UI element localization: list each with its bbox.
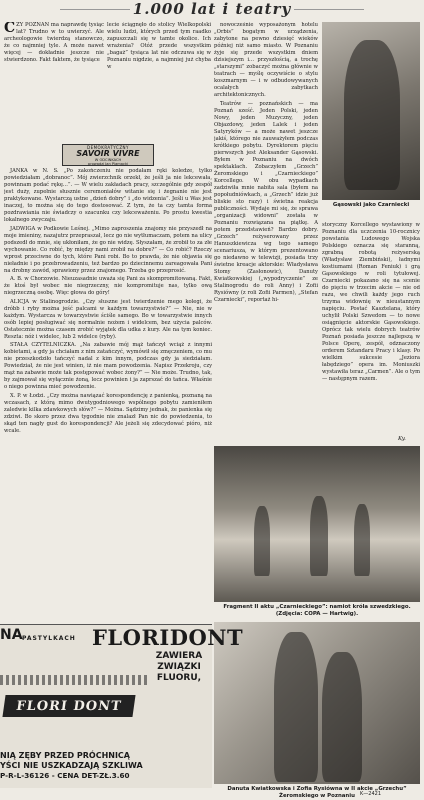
ad-tagline: ZAWIERA ZWIĄZKI FLUORU, xyxy=(155,651,203,683)
couple-figure xyxy=(322,652,362,782)
couple-photo xyxy=(214,622,420,784)
ad-toothpaste-pack: FLORI DONT xyxy=(2,695,135,717)
savoir-vivre-title: SAVOIR VIVRE xyxy=(76,149,140,158)
savoir-vivre-logo xyxy=(62,144,154,166)
ad-sub-left: PASTYLKACH xyxy=(22,635,76,642)
couple-figure xyxy=(274,632,318,782)
article-signature: Ky. xyxy=(398,436,406,442)
letter-item: X. P. w Łodzi. „Czy można nawiązać korespondencję z panienką, poznaną na wczasach, z którą mimo dwutygodniowego wspólnego pobytu zamieniłem zaledwie kilka zdawkowych słów?” — Można. Sądzimy jednak, że panienka się zdziwi. Bo skoro przez dwa tygodnie nie znalazł Pan nic do powiedzenia, to skąd ten nagły gust do korespondencji? Ale jeżeli się zdecydować pióro, niż wcale. xyxy=(4,392,212,434)
ad-line-2: YŚCI NIE USZKADZAJĄ SZKLIWA xyxy=(0,761,143,770)
column-2-text: lecie ściągnęło do stolicy Wielkopolski wielu ludzi, których przed tym raadko zapuszczali się w tamte okolice. Ich wrażenia? Otóż przede wszystkim „bagaż” tysiąca lat nie odczuwa się w Poznaniu nigdzie, a najmniej już chyba w xyxy=(107,22,211,70)
savoir-vivre-header xyxy=(4,144,212,166)
article-column-2 xyxy=(107,22,211,142)
article-column-3 xyxy=(214,22,318,442)
ad-line-1: NIĄ ZĘBY PRZED PRÓCHNICĄ xyxy=(0,751,130,760)
stage-caption: Fragment II aktu „Czarnieckiego”: namiot króla szwedzkiego. (Zdjęcia: COPA — Hartwig). xyxy=(223,604,411,617)
drop-cap: C xyxy=(4,22,16,36)
column-4-text: storyczny Korcellego wystawiony w Poznaniu dla uczczenia 10-rocznicy powstania Ludowego Wojska Polskiego oznacza się staranną, zgrabną robotą reżyserską (Władysław Ziembiński), ładnymi kostiumami (Roman Feniuk) i grą Gąsowskiego w roli tytułowej. Czarniecki pokazano się na scenie do pięciu w trzecim akcie — nie od razu, we chwili każdy jego ruch trzyma widownię w nieustannym napięciu. Postać Kasztelana, który uchylił Polski Szwedom — to nowe osiągnięcie aktorskie Gąsowskiego. Oprócz tak wielu dobrych teatrów Poznań posiada jeszcze najlepszą w Polsce Operę, zespół, odznaczony orderem Sztandaru Pracy i klasy. Po wielkim sukcesie „Jeziora łabędziego” opera im. Moniuszki wystawiła teraz „Carmen”. Ale o tym — następnym razem. xyxy=(322,222,420,382)
article-column-4 xyxy=(322,222,420,442)
savoir-vivre-byline: prowadzi Jan Plamacki xyxy=(87,162,129,166)
stage-figure xyxy=(310,496,328,576)
folio-code: K—2421 xyxy=(360,791,382,797)
stage-photo xyxy=(214,446,420,602)
portrait-caption: Gąsowski jako Czarniecki xyxy=(332,202,410,208)
article-column-1 xyxy=(4,22,104,142)
stage-figure xyxy=(254,506,270,576)
column-3-paragraph: Teatrów — poznańskich — ma Poznań sześć. Jeden Polski, jeden Nowy, jeden Muzyczny, jeden Objazdowy, jeden Lalek i jeden Satyryków — a może nawet jeszcze jakiś, którego nie zauważyłem podczas krótkiego pobytu. Dyrektorem pięciu pierwszych jest Aleksander Gąsowski. Byłem w Poznaniu na dwóch spektaklach. Zobaczyłem „Grzech” Żeromskiego i „Czarnieckiego” Korcellego. W obu wypadkach zadziwiła mnie nabita sala (byłem na popołudniówkach, a „Grzech” idzie już bliskie sto razy) i świetna reakcja publiczności. Wydaje mi się, że sprawa „organizacji widowni” została w Poznaniu rozwiązana na piątkę. A potem przedstawień? Bardzo dobry. „Grzech” reżyserowany przez Hanuszkiewicza wg tego samego scenariusza, w którym prezentowano go niedawno w telewizji, posiada trzy świetne kreacje aktorskie: Władysława Stomy (Zasłonowic), Danuty Kwiatkowskiej („wypodryczenie” ze Stalinogrodu do roli Anny) i Zofii Rysiówny (z roli Zofii Parmen), „Stefan Czarniecki”, reportaż hi- xyxy=(214,100,318,303)
letter-item: JANKA w N. S. „Po zakończeniu nie podałam ręki koledze, tylko powiedziałam „dobranoc”. Mój zwierzchnik orzekł, że jeśli ja nie lekcewała, powinnam podać rękę...”. — W wielu zakładach pracy, szczególnie gdy zespół jest duży, zupełnie słusznie ceremoniałów witanie się i żegnanie nie jest praktykowane. Wystarczą ustne „dzień dobry” i „do widzenia”. Jeśli u Was jest inaczej, to można się do tego dostosować. Z tym, że ta czy tamta forma pozdrawiania nie świadczy o szacunku czy lekceważeniu. Po prostu kwestia lokalnego zwyczaju. xyxy=(4,168,212,223)
couple-caption: Danuta Kwiatkowska i Zofia Rysiówna w II akcie „Grzechu” Żeromskiego w Poznaniu xyxy=(227,786,407,799)
ad-logo: FLORIDONT xyxy=(92,625,244,650)
savoir-vivre-sub: W ODCINKACH xyxy=(94,158,122,162)
ad-bottom-text xyxy=(0,751,212,781)
stage-figure xyxy=(354,504,370,576)
ad-decoration-strip xyxy=(0,675,150,685)
column-3-paragraph: nowocześnie wyposażonym hotelu „Orbis” bogatym w urządzenia, zabytone na pewno dziesięć wieków później niż samo miasto. W Poznaniu żyje się przede wszystkim dniem dzisiejszym i... przyszłością, a trochę „starszymi” zobaczyć można głównie w teatrach — myślę oczywiście o stylu koszmarnym — i w odbudowywanych ocalałych zabytkach architektonicznych. xyxy=(214,22,318,98)
column-1-text: ZY POZNAŃ ma naprawdę tysiąc lat? Trudno w to uwierzyć. Ale archeologowie twierdzą stanowczo, że co najmniej tyle. A może nawet więcej — dokładnie jeszcze nie stwierdzono. Fakt faktem, że tysiące xyxy=(4,22,104,63)
portrait-photo xyxy=(322,22,420,200)
savoir-vivre-top: DEMOKRATYCZNY xyxy=(86,145,129,150)
letter-item: STAŁA CZYTELNICZKA. „Na zabawie mój mąż tańczył wciąż z innymi kobietami, a gdy ja chciałam z nim zatańczyć, wymówił się zmęczeniem, co mu nie przeszkodziło tańczyć nadal z kim innym, podczas gdy ja siedziałam. Powiedział, że nie jest winien, iż nie mam powodzenia. Napisz Przekroju, czy mąż na zabawie może tak postępować wobec żony?” — Nie może. Trudno, tak, by zajmował się wyłącznie żoną, lecz powinien i ja zaprszać do tańca. Właśnie o niego powinna mieć powodzenie. xyxy=(4,342,212,390)
portrait-figure xyxy=(344,40,400,190)
letter-item: ALICJA w Stalinogrodzie. „Czy słuszne jest twierdzenie mego kolegi, że dróbb i ryby można jeść palcami w każdym towarzystwie?” — Nie, nie w każdym. Wystarcza w towarzystwie ściśle samego. Bo w towarzystwie innych osób lepiej posługiwać się normalnie nożem i widelcem, bez użycia palców. Ostatecznie można czasem zrobić wyjątek dla udka z kury. Ale na tym koniec. Reszta: nóż i widelec, lub 2 widelce (ryby). xyxy=(4,298,212,340)
ad-brand-left: NA xyxy=(0,627,23,643)
ad-line-3: P-R-L-36126 - CENA DET-ZŁ.3.60 xyxy=(0,771,130,780)
letter-item: A. B. w Chorzowie. Nieuzasadnie uważa się Pani za skompromitowaną. Fakt, że ktoś był wobec nie niegrzeczny, nie kompromituje nas, tylko ową niegrzeczną osobę. Więc głowa do góry! xyxy=(4,276,212,296)
page-headline: 1.000 lat i teatry xyxy=(0,0,424,20)
letters-column xyxy=(4,168,212,622)
letter-item: JADWIGA w Podkowie Leśnej. „Mimo zaproszenia znajomy nie przyszedł na moje imieniny, nazajutrz przepraszał, lecz go nie wytłumaczam, potem na ulicy podszedł do mnie, się ukłoniłam, że go nie widzę. Słyszałam, że zrobił to za złe wychowanie. Co robić, by między nami zrobił na dobre?” — Co robić? Rzeczy wprost przeciwne do tych, które Pani robi. Bo to prawda, że nie objawia się nieładnie i po przebrowadzeniu, też bardzo po dziecinnemu zareagowała Pani na drobny zawód, sprawiony przez znajomego. Trzeba go przeprosić. xyxy=(4,225,212,274)
floridont-advertisement xyxy=(0,624,244,788)
